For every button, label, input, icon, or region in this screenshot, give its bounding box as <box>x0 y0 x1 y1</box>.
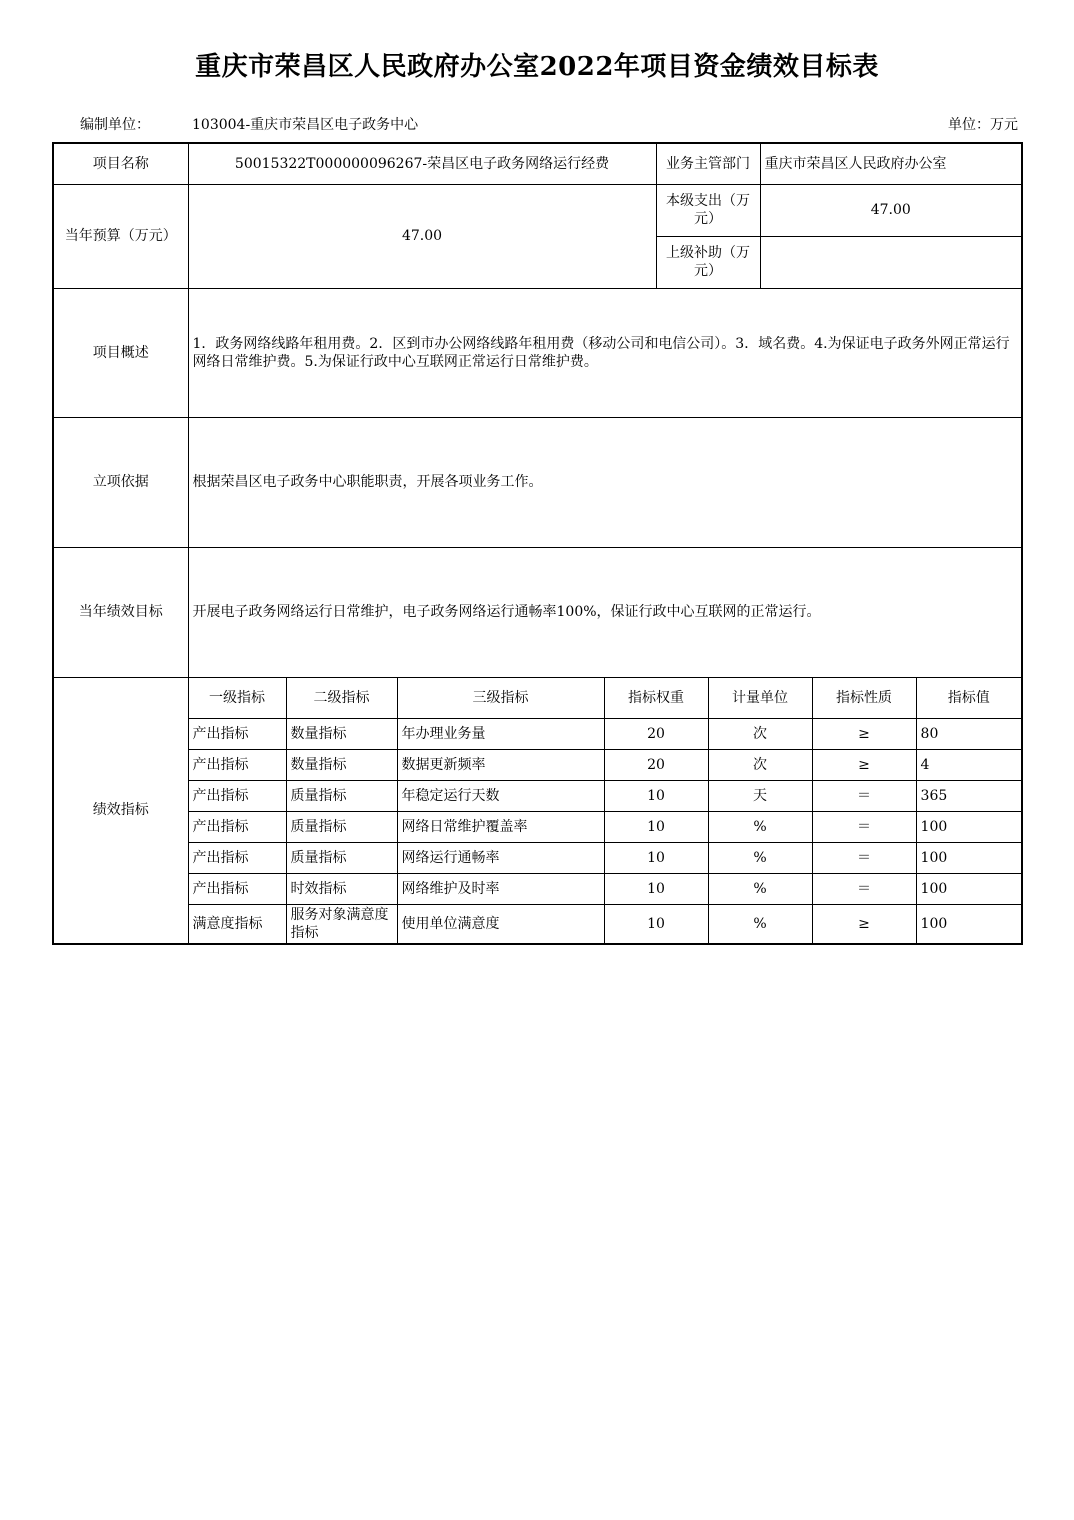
level2-cell: 数量指标 <box>286 749 397 780</box>
goal-value: 开展电子政务网络运行日常维护，电子政务网络运行通畅率100%，保证行政中心互联网的正常运行。 <box>188 547 1022 677</box>
value-cell: 100 <box>916 904 1022 944</box>
weight-cell: 20 <box>604 718 708 749</box>
level1-cell: 产出指标 <box>188 842 286 873</box>
goal-label: 当年绩效目标 <box>53 547 188 677</box>
level3-cell: 网络运行通畅率 <box>397 842 604 873</box>
value-cell: 100 <box>916 811 1022 842</box>
weight-cell: 10 <box>604 873 708 904</box>
level3-cell: 网络维护及时率 <box>397 873 604 904</box>
indicator-header: 二级指标 <box>286 677 397 718</box>
value-cell: 100 <box>916 873 1022 904</box>
upper-subsidy-label: 上级补助（万元） <box>656 236 760 288</box>
indicator-header: 三级指标 <box>397 677 604 718</box>
unit-cell: % <box>708 842 812 873</box>
currency-label: 单位：万元 <box>948 117 1018 133</box>
unit-cell: % <box>708 873 812 904</box>
level2-cell: 数量指标 <box>286 718 397 749</box>
project-name-label: 项目名称 <box>53 143 188 184</box>
unit-value: 103004-重庆市荣昌区电子政务中心 <box>192 117 419 133</box>
indicator-header: 指标性质 <box>812 677 916 718</box>
dept-label: 业务主管部门 <box>656 143 760 184</box>
level1-cell: 产出指标 <box>188 718 286 749</box>
weight-cell: 10 <box>604 842 708 873</box>
nature-cell: ≥ <box>812 904 916 944</box>
indicator-header: 指标值 <box>916 677 1022 718</box>
level3-cell: 网络日常维护覆盖率 <box>397 811 604 842</box>
table-row <box>53 718 1022 749</box>
overview-label: 项目概述 <box>53 288 188 417</box>
level3-cell: 数据更新频率 <box>397 749 604 780</box>
level2-cell: 质量指标 <box>286 811 397 842</box>
level1-cell: 产出指标 <box>188 873 286 904</box>
upper-subsidy-value <box>760 236 1022 288</box>
own-expense-value: 47.00 <box>760 184 1022 236</box>
unit-cell: 次 <box>708 749 812 780</box>
level1-cell: 满意度指标 <box>188 904 286 944</box>
performance-table <box>52 142 1023 945</box>
indicator-header: 一级指标 <box>188 677 286 718</box>
nature-cell: ＝ <box>812 780 916 811</box>
nature-cell: ≥ <box>812 749 916 780</box>
basis-value: 根据荣昌区电子政务中心职能职责，开展各项业务工作。 <box>188 417 1022 547</box>
level1-cell: 产出指标 <box>188 780 286 811</box>
table-row <box>53 873 1022 904</box>
project-name-value: 50015322T000000096267-荣昌区电子政务网络运行经费 <box>188 143 656 184</box>
weight-cell: 10 <box>604 780 708 811</box>
unit-cell: 天 <box>708 780 812 811</box>
level1-cell: 产出指标 <box>188 811 286 842</box>
overview-value: 1．政务网络线路年租用费。2．区到市办公网络线路年租用费（移动公司和电信公司）。3．域名费。4.为保证电子政务外网正常运行网络日常维护费。5.为保证行政中心互联网正常运行日常维护费。 <box>188 288 1022 417</box>
level3-cell: 年稳定运行天数 <box>397 780 604 811</box>
unit-label: 编制单位： <box>80 117 150 133</box>
weight-cell: 10 <box>604 904 708 944</box>
table-row <box>53 904 1022 944</box>
indicator-header: 指标权重 <box>604 677 708 718</box>
indicators-label: 绩效指标 <box>53 677 188 944</box>
value-cell: 100 <box>916 842 1022 873</box>
table-row <box>53 842 1022 873</box>
value-cell: 4 <box>916 749 1022 780</box>
budget-value: 47.00 <box>188 184 656 288</box>
weight-cell: 10 <box>604 811 708 842</box>
unit-cell: % <box>708 904 812 944</box>
nature-cell: ＝ <box>812 842 916 873</box>
basis-label: 立项依据 <box>53 417 188 547</box>
unit-cell: 次 <box>708 718 812 749</box>
level1-cell: 产出指标 <box>188 749 286 780</box>
table-row <box>53 811 1022 842</box>
dept-value: 重庆市荣昌区人民政府办公室 <box>760 143 1022 184</box>
nature-cell: ＝ <box>812 873 916 904</box>
nature-cell: ≥ <box>812 718 916 749</box>
level2-cell: 质量指标 <box>286 842 397 873</box>
level3-cell: 年办理业务量 <box>397 718 604 749</box>
level2-cell: 质量指标 <box>286 780 397 811</box>
level2-cell: 时效指标 <box>286 873 397 904</box>
level3-cell: 使用单位满意度 <box>397 904 604 944</box>
weight-cell: 20 <box>604 749 708 780</box>
nature-cell: ＝ <box>812 811 916 842</box>
table-row <box>53 780 1022 811</box>
level2-cell: 服务对象满意度指标 <box>286 904 397 944</box>
budget-label: 当年预算（万元） <box>53 184 188 288</box>
indicator-header: 计量单位 <box>708 677 812 718</box>
unit-cell: % <box>708 811 812 842</box>
value-cell: 80 <box>916 718 1022 749</box>
page-title: 重庆市荣昌区人民政府办公室2022年项目资金绩效目标表 <box>195 52 879 82</box>
own-expense-label: 本级支出（万元） <box>656 184 760 236</box>
value-cell: 365 <box>916 780 1022 811</box>
table-row <box>53 749 1022 780</box>
